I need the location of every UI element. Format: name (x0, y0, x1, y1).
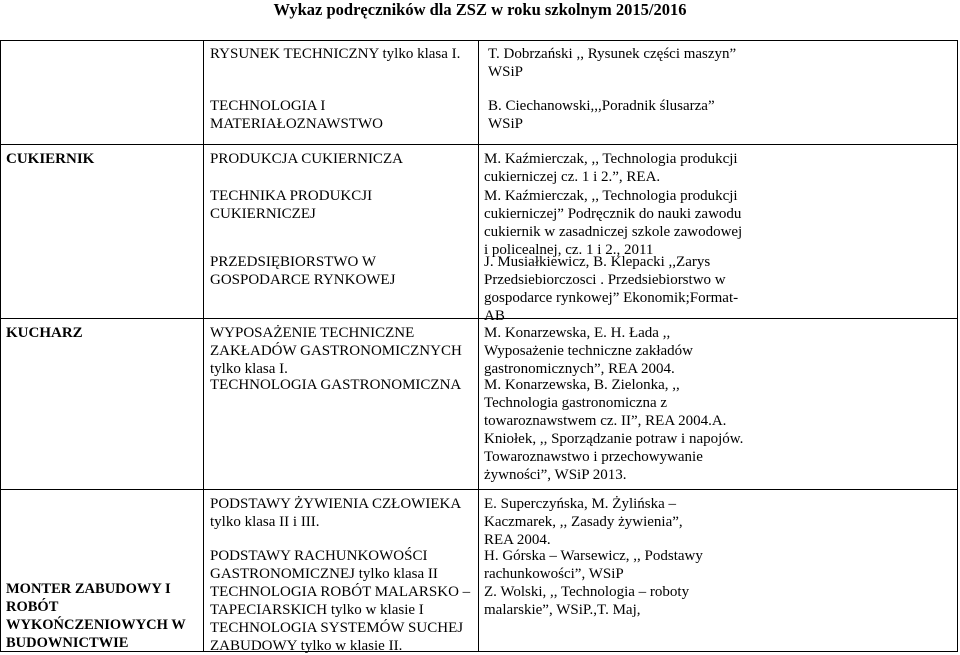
column-divider-left (0, 40, 1, 652)
profession-cukiernik: CUKIERNIK (6, 151, 95, 167)
column-divider-profession (203, 40, 204, 652)
column-divider-subject (478, 40, 479, 652)
profession-monter-zabudowy: MONTER ZABUDOWY I ROBÓT WYKOŃCZENIOWYCH W BUDOWNICTWIE (6, 581, 186, 651)
row-divider-monter (0, 489, 958, 490)
subject-wyposazenie-techniczne: WYPOSAŻENIE TECHNICZNE ZAKŁADÓW GASTRONOMICZNYCH tylko klasa I. (210, 325, 462, 377)
subject-podstawy-zywienia: PODSTAWY ŻYWIENIA CZŁOWIEKA tylko klasa II i III. (210, 496, 462, 530)
subject-technika-produkcji-cukierniczej: TECHNIKA PRODUKCJI CUKIERNICZEJ (210, 188, 373, 222)
book-wolski-technologia: Z. Wolski, ,, Technologia – roboty malarskie”, WSiP.,T. Maj, (484, 584, 690, 618)
book-superczynska-zasady: E. Superczyńska, M. Żylińska – Kaczmarek, ,, Zasady żywienia”, REA 2004. (484, 496, 683, 548)
profession-kucharz: KUCHARZ (6, 325, 83, 341)
book-gorska-podstawy: H. Górska – Warsewicz, ,, Podstawy rachunkowości”, WSiP (484, 548, 703, 582)
subject-technologia-gastronomiczna: TECHNOLOGIA GASTRONOMICZNA (210, 377, 462, 393)
subject-rysunek-techniczny: RYSUNEK TECHNICZNY tylko klasa I. (210, 46, 461, 62)
subject-produkcja-cukiernicza: PRODUKCJA CUKIERNICZA (210, 151, 403, 167)
table-top-border (0, 40, 958, 41)
row-divider-kucharz (0, 318, 958, 319)
book-dobrzanski-rysunek: T. Dobrzański ,, Rysunek części maszyn” WSiP (488, 46, 737, 80)
book-ciechanowski-poradnik: B. Ciechanowski,,,Poradnik ślusarza” WSiP (488, 98, 715, 132)
subject-rachunkowosc-i-technologie: PODSTAWY RACHUNKOWOŚCI GASTRONOMICZNEJ tylko klasa II TECHNOLOGIA ROBÓT MALARSKO – TAPECIARSKICH tylko w klasie I TECHNOLOGIA SYSTEMÓW SUCHEJ ZABUDOWY tylko w klasie II. (210, 548, 471, 654)
subject-technologia-materialoznawstwo: TECHNOLOGIA I MATERIAŁOZNAWSTWO (210, 98, 383, 132)
book-konarzewska-wyposazenie: M. Konarzewska, E. H. Łada ,, Wyposażenie techniczne zakładów gastronomicznych”, REA 2004. (484, 325, 693, 377)
book-kazmierczak-technologia-1: M. Kaźmierczak, ,, Technologia produkcji cukierniczej cz. 1 i 2.”, REA. (484, 151, 738, 185)
column-divider-right (957, 40, 958, 652)
subject-przedsiebiorstwo: PRZEDSIĘBIORSTWO W GOSPODARCE RYNKOWEJ (210, 254, 396, 288)
book-musialkiewicz-zarys: J. Musiałkiewicz, B. Klepacki ,,Zarys Przedsiebiorczosci . Przedsiebiorstwo w gospodarce rynkowej” Ekonomik;Format- AB (484, 254, 739, 324)
book-konarzewska-technologia: M. Konarzewska, B. Zielonka, ,, Technologia gastronomiczna z towaroznawstwem cz. II”, REA 2004.A. Kniołek, ,, Sporządzanie potraw i napojów. Towaroznawstwo i przechowywanie żywności”, WSiP 2013. (484, 377, 744, 483)
book-kazmierczak-technologia-2: M. Kaźmierczak, ,, Technologia produkcji cukierniczej” Podręcznik do nauki zawodu cukiernik w zasadniczej szkole zawodowej i policealnej, cz. 1 i 2., 2011 (484, 188, 743, 258)
page-title: Wykaz podręczników dla ZSZ w roku szkolnym 2015/2016 (273, 0, 687, 19)
row-divider-cukiernik (0, 144, 958, 145)
